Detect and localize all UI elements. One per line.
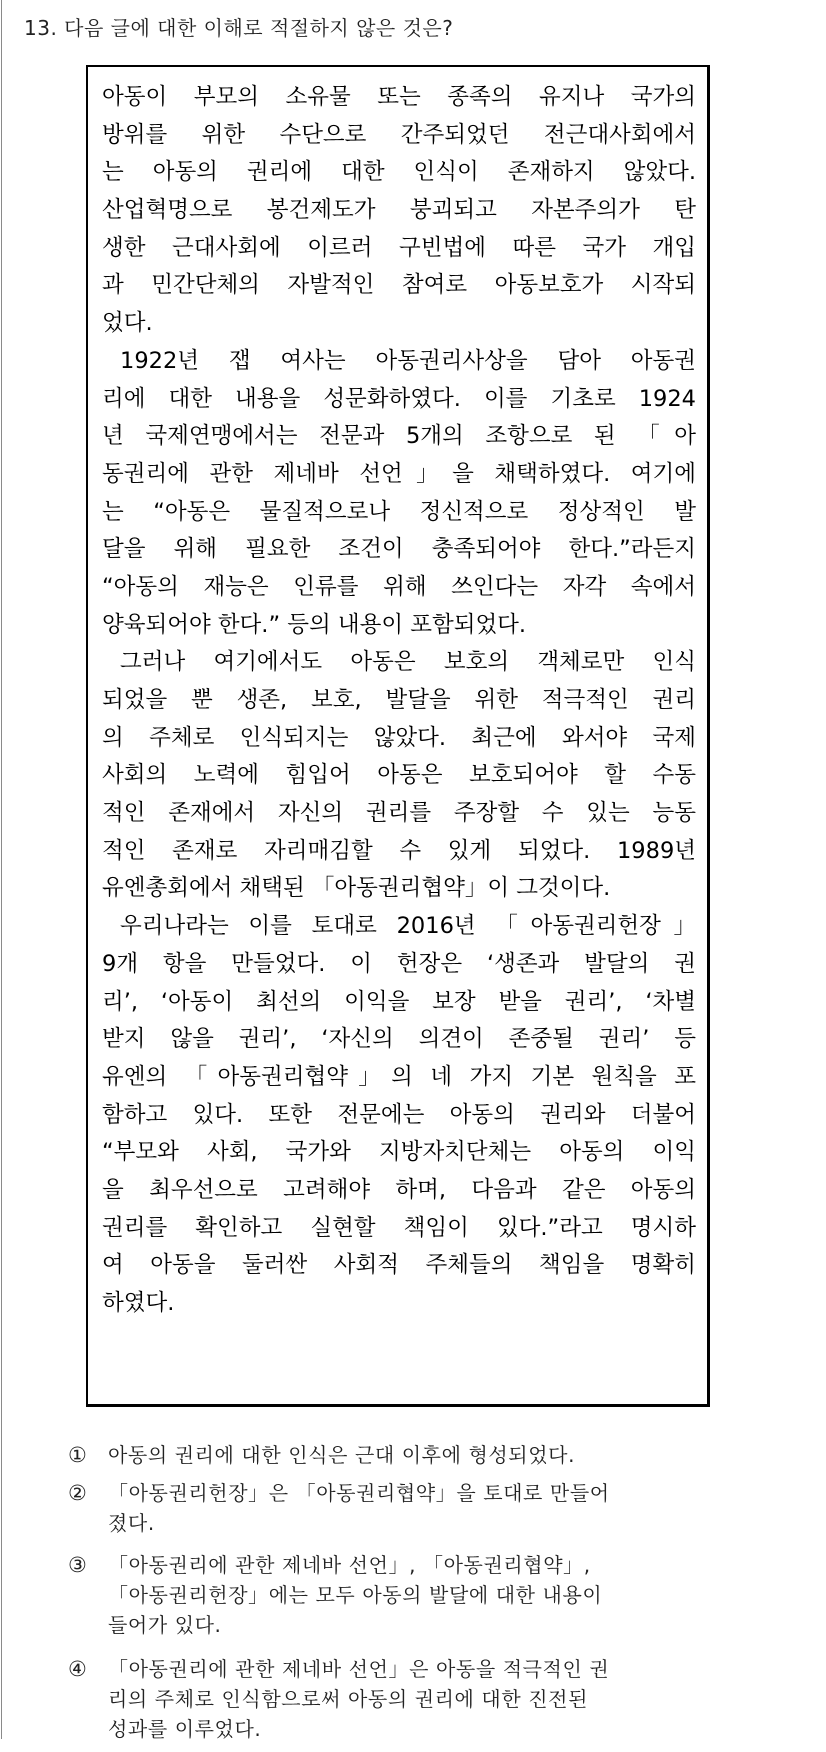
question-title: 13. 다음 글에 대한 이해로 적절하지 않은 것은? — [24, 16, 454, 40]
option-text-line: 「아동권리에 관한 제네바 선언」은 아동을 적극적인 권 — [108, 1657, 610, 1681]
option-text-line: 졌다. — [108, 1511, 155, 1535]
passage-text — [102, 79, 696, 1323]
passage-line: 아동이 부모의 소유물 또는 종족의 유지나 국가의 — [102, 84, 696, 110]
answer-options — [68, 1440, 768, 1752]
passage-line: “부모와 사회, 국가와 지방자치단체는 아동의 이익 — [102, 1139, 696, 1166]
passage-line: 유엔의 「아동권리협약」의 네 가지 기본 원칙을 포 — [102, 1063, 696, 1090]
passage-line: 리에 대한 내용을 성문화하였다. 이를 기초로 1924 — [102, 385, 696, 412]
passage-line: 는 아동의 권리에 대한 인식이 존재하지 않았다. — [102, 159, 696, 186]
answer-option-4[interactable] — [68, 1654, 768, 1744]
passage-line: 사회의 노력에 힘입어 아동은 보호되어야 할 수동 — [102, 762, 696, 789]
passage-line: 방위를 위한 수단으로 간주되었던 전근대사회에서 — [102, 121, 696, 148]
passage-line: 을 최우선으로 고려해야 하며, 다음과 같은 아동의 — [102, 1176, 696, 1203]
passage-line: 었다. — [102, 310, 153, 337]
passage-line: 되었을 뿐 생존, 보호, 발달을 위한 적극적인 권리 — [102, 687, 696, 713]
passage-box — [86, 65, 710, 1407]
option-text-line: 성과를 이루었다. — [108, 1717, 262, 1741]
passage-line: 권리를 확인하고 실현할 책임이 있다.”라고 명시하 — [102, 1214, 696, 1241]
passage-line: 리’, ‘아동이 최선의 이익을 보장 받을 권리’, ‘차별 — [102, 988, 696, 1015]
passage-line: “아동의 재능은 인류를 위해 쓰인다는 자각 속에서 — [102, 573, 696, 600]
answer-option-3[interactable] — [68, 1550, 768, 1640]
passage-line: 는 “아동은 물질적으로나 정신적으로 정상적인 발 — [102, 498, 696, 525]
option-text-line: 아동의 권리에 대한 인식은 근대 이후에 형성되었다. — [108, 1443, 576, 1467]
passage-line: 생한 근대사회에 이르러 구빈법에 따른 국가 개입 — [102, 234, 696, 261]
passage-line: 달을 위해 필요한 조건이 충족되어야 한다.”라든지 — [102, 536, 696, 563]
passage-line: 여 아동을 둘러싼 사회적 주체들의 책임을 명확히 — [102, 1252, 696, 1279]
passage-line: 동권리에 관한 제네바 선언」을 채택하였다. 여기에 — [102, 460, 696, 487]
option-text-line: 「아동권리헌장」은 「아동권리협약」을 토대로 만들어 — [108, 1481, 610, 1505]
passage-line: 그러나 여기에서도 아동은 보호의 객체로만 인식 — [120, 649, 696, 676]
option-text-line: 「아동권리에 관한 제네바 선언」, 「아동권리협약」, — [108, 1553, 591, 1577]
answer-option-1[interactable] — [68, 1440, 768, 1470]
page-left-border — [1, 0, 2, 1739]
option-number-icon: ② — [68, 1481, 87, 1505]
option-text-line: 리의 주체로 인식함으로써 아동의 권리에 대한 진전된 — [108, 1687, 588, 1711]
passage-line: 유엔총회에서 채택된 「아동권리협약」이 그것이다. — [102, 875, 611, 902]
passage-line: 과 민간단체의 자발적인 참여로 아동보호가 시작되 — [102, 272, 696, 299]
passage-line: 9개 항을 만들었다. 이 헌장은 ‘생존과 발달의 권 — [102, 950, 696, 977]
answer-option-2[interactable] — [68, 1478, 768, 1538]
passage-line: 하였다. — [102, 1290, 175, 1316]
passage-line: 적인 존재에서 자신의 권리를 주장할 수 있는 능동 — [102, 800, 696, 827]
option-number-icon: ③ — [68, 1553, 87, 1577]
passage-line: 의 주체로 인식되지는 않았다. 최근에 와서야 국제 — [102, 724, 696, 751]
passage-line: 양육되어야 한다.” 등의 내용이 포함되었다. — [102, 611, 527, 638]
passage-line: 1922년 잽 여사는 아동권리사상을 담아 아동권 — [120, 347, 696, 374]
passage-line: 년 국제연맹에서는 전문과 5개의 조항으로 된 「아 — [102, 423, 696, 450]
passage-line: 우리나라는 이를 토대로 2016년 「아동권리헌장」 — [120, 913, 696, 940]
option-text-line: 「아동권리헌장」에는 모두 아동의 발달에 대한 내용이 — [108, 1583, 603, 1607]
option-text-line: 들어가 있다. — [108, 1613, 222, 1637]
passage-line: 적인 존재로 자리매김할 수 있게 되었다. 1989년 — [102, 837, 696, 864]
option-number-icon: ① — [68, 1443, 87, 1467]
passage-line: 함하고 있다. 또한 전문에는 아동의 권리와 더불어 — [102, 1101, 696, 1128]
option-number-icon: ④ — [68, 1657, 87, 1681]
passage-line: 산업혁명으로 봉건제도가 붕괴되고 자본주의가 탄 — [102, 197, 696, 224]
passage-line: 받지 않을 권리’, ‘자신의 의견이 존중될 권리’ 등 — [102, 1026, 696, 1053]
